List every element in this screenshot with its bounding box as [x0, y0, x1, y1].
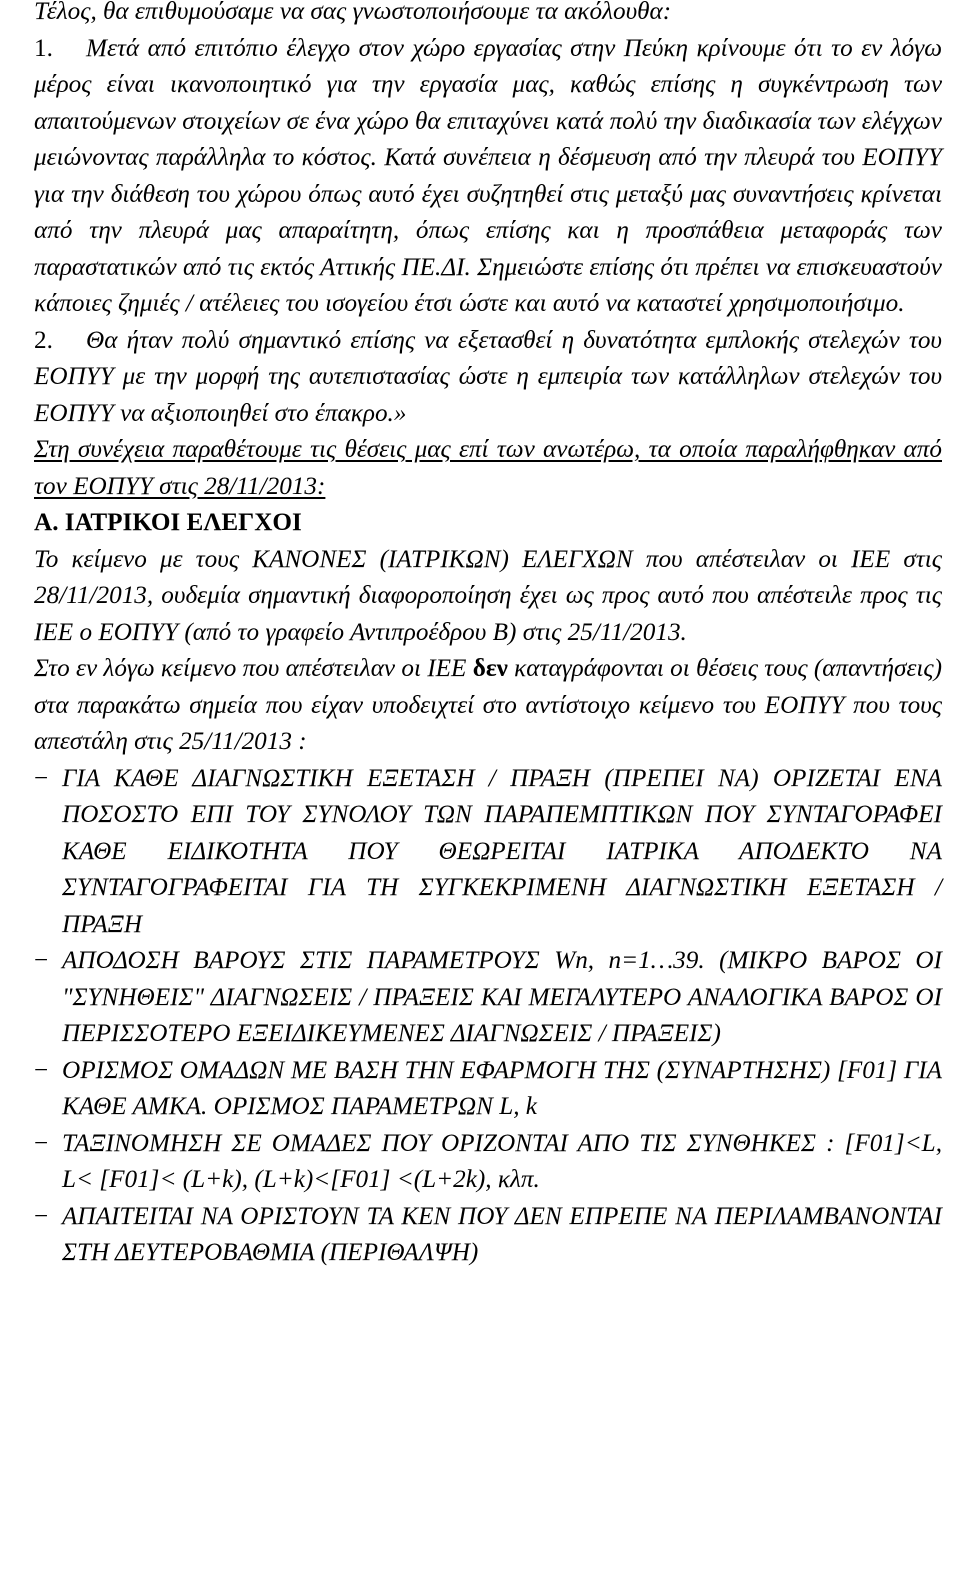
- list-item: [34, 1053, 942, 1126]
- list-item-text: ΓΙΑ ΚΑΘΕ ΔΙΑΓΝΩΣΤΙΚΗ ΕΞΕΤΑΣΗ / ΠΡΑΞΗ (ΠΡΕΠΕΙ ΝΑ) ΟΡΙΖΕΤΑΙ ΕΝΑ ΠΟΣΟΣΤΟ ΕΠΙ ΤΟΥ ΣΥΝΟΛΟΥ ΤΩΝ ΠΑΡΑΠΕΜΠΤΙΚΩΝ ΠΟΥ ΣΥΝΤΑΓΟΡΑΦΕΙ ΚΑΘΕ ΕΙΔΙΚΟΤΗΤΑ ΠΟΥ ΘΕΩΡΕΙΤΑΙ ΙΑΤΡΙΚΑ ΑΠΟΔΕΚΤΟ ΝΑ ΣΥΝΤΑΓΟΓΡΑΦΕΙΤΑΙ ΓΙΑ ΤΗ ΣΥΓΚΕΚΡΙΜΕΝΗ ΔΙΑΓΝΩΣΤΙΚΗ ΕΞΕΤΑΣΗ / ΠΡΑΞΗ: [62, 764, 942, 938]
- dash-icon: −: [34, 764, 49, 792]
- paragraph-2: [34, 651, 942, 761]
- list-item-text: ΟΡΙΣΜΟΣ ΟΜΑΔΩΝ ΜΕ ΒΑΣΗ ΤΗΝ ΕΦΑΡΜΟΓΗ ΤΗΣ (ΣΥΝΑΡΤΗΣΗΣ) [F01] ΓΙΑ ΚΑΘΕ ΑΜΚΑ. ΟΡΙΣΜΟΣ ΠΑΡΑΜΕΤΡΩΝ L, k: [62, 1056, 942, 1120]
- point-2: [34, 323, 942, 433]
- list-item: [34, 1126, 942, 1199]
- dash-icon: −: [34, 1056, 49, 1084]
- intro-line: Τέλος, θα επιθυμούσαμε να σας γνωστοποιήσουμε τα ακόλουθα:: [34, 0, 672, 25]
- list-item: [34, 761, 942, 944]
- paragraph-2-before: Στο εν λόγω κείμενο που απέστειλαν οι ΙΕΕ: [34, 655, 473, 682]
- point-1-number: 1.: [34, 34, 53, 62]
- point-1-text-b: Κατά συνέπεια η δέσμευση από την πλευρά του ΕΟΠΥΥ για την διάθεση του χώρου όπως αυτό έχει συζητηθεί στις μεταξύ μας συναντήσεις κρίνεται από την πλευρά μας απαραίτητη, όπως επίσης και η προσπάθεια μεταφοράς των παραστατικών από τις εκτός Αττικής ΠΕ.ΔΙ. Σημειώστε επίσης ότι πρέπει να επισκευαστούν κάποιες ζημιές / ατέλειες του ισογείου έτσι ώστε και αυτό να καταστεί χρησιμοποιήσιμο.: [34, 144, 943, 317]
- bullet-list: [34, 761, 942, 1272]
- dash-icon: −: [34, 1202, 49, 1230]
- point-1-text-a: Μετά από επιτόπιο έλεγχο στον χώρο εργασίας στην Πεύκη κρίνουμε ότι το εν λόγω μέρος είναι ικανοποιητικό για την εργασία μας, καθώς επίσης η συγκέντρωση των απαιτούμενων στοιχείων σε ένα χώρο θα επιταχύνει κατά πολύ την διαδικασία των ελέγχων μειώνοντας παράλληλα το κόστος.: [34, 34, 942, 171]
- list-item: [34, 1199, 942, 1272]
- section-heading: Α. ΙΑΤΡΙΚΟΙ ΕΛΕΓΧΟΙ: [34, 509, 302, 536]
- paragraph-2-bold: δεν: [472, 655, 508, 682]
- dash-icon: −: [34, 1129, 49, 1157]
- point-1: [34, 31, 942, 323]
- list-item-text: ΤΑΞΙΝΟΜΗΣΗ ΣΕ ΟΜΑΔΕΣ ΠΟΥ ΟΡΙΖΟΝΤΑΙ ΑΠΟ ΤΙΣ ΣΥΝΘΗΚΕΣ : [F01]<L, L< [F01]< (L+k), (L+k)<[F01] <(L+2k), κλπ.: [62, 1129, 942, 1193]
- dash-icon: −: [34, 947, 49, 974]
- list-item-text: ΑΠΑΙΤΕΙΤΑΙ ΝΑ ΟΡΙΣΤΟΥΝ ΤΑ ΚΕΝ ΠΟΥ ΔΕΝ ΕΠΡΕΠΕ ΝΑ ΠΕΡΙΛΑΜΒΑΝΟΝΤΑΙ ΣΤΗ ΔΕΥΤΕΡΟΒΑΘΜΙΑ (ΠΕΡΙΘΑΛΨΗ): [62, 1202, 942, 1266]
- underlined-intro: Στη συνέχεια παραθέτουμε τις θέσεις μας επί των ανωτέρω, τα οποία παραλήφθηκαν από τον ΕΟΠΥΥ στις 28/11/2013:: [34, 436, 942, 500]
- point-2-number: 2.: [34, 326, 53, 354]
- list-item-text: ΑΠΟΔΟΣΗ ΒΑΡΟΥΣ ΣΤΙΣ ΠΑΡΑΜΕΤΡΟΥΣ Wn, n=1…39. (ΜΙΚΡΟ ΒΑΡΟΣ ΟΙ "ΣΥΝΗΘΕΙΣ" ΔΙΑΓΝΩΣΕΙΣ / ΠΡΑΞΕΙΣ ΚΑΙ ΜΕΓΑΛΥΤΕΡΟ ΑΝΑΛΟΓΙΚΑ ΒΑΡΟΣ ΟΙ ΠΕΡΙΣΣΟΤΕΡΟ ΕΞΕΙΔΙΚΕΥΜΕΝΕΣ ΔΙΑΓΝΩΣΕΙΣ / ΠΡΑΞΕΙΣ): [62, 947, 942, 1047]
- list-item: [34, 943, 942, 1053]
- point-2-text: Θα ήταν πολύ σημαντικό επίσης να εξετασθεί η δυνατότητα εμπλοκής στελεχών του ΕΟΠΥΥ με την μορφή της αυτεπιστασίας ώστε η εμπειρία των κατάλληλων στελεχών του ΕΟΠΥΥ να αξιοποιηθεί στο έπακρο.»: [34, 326, 942, 427]
- paragraph-2-after: καταγράφονται οι θέσεις τους (απαντήσεις) στα παρακάτω σημεία που είχαν υποδειχτεί στο αντίστοιχο κείμενο του ΕΟΠΥΥ που τους απεστάλη στις 25/11/2013 :: [34, 655, 943, 755]
- paragraph-1: Το κείμενο με τους ΚΑΝΟΝΕΣ (ΙΑΤΡΙΚΩΝ) ΕΛΕΓΧΩΝ που απέστειλαν οι ΙΕΕ στις 28/11/2013, ουδεμία σημαντική διαφοροποίηση έχει ως προς αυτό που απέστειλε προς τις ΙΕΕ ο ΕΟΠΥΥ (από το γραφείο Αντιπροέδρου Β) στις 25/11/2013.: [34, 545, 942, 646]
